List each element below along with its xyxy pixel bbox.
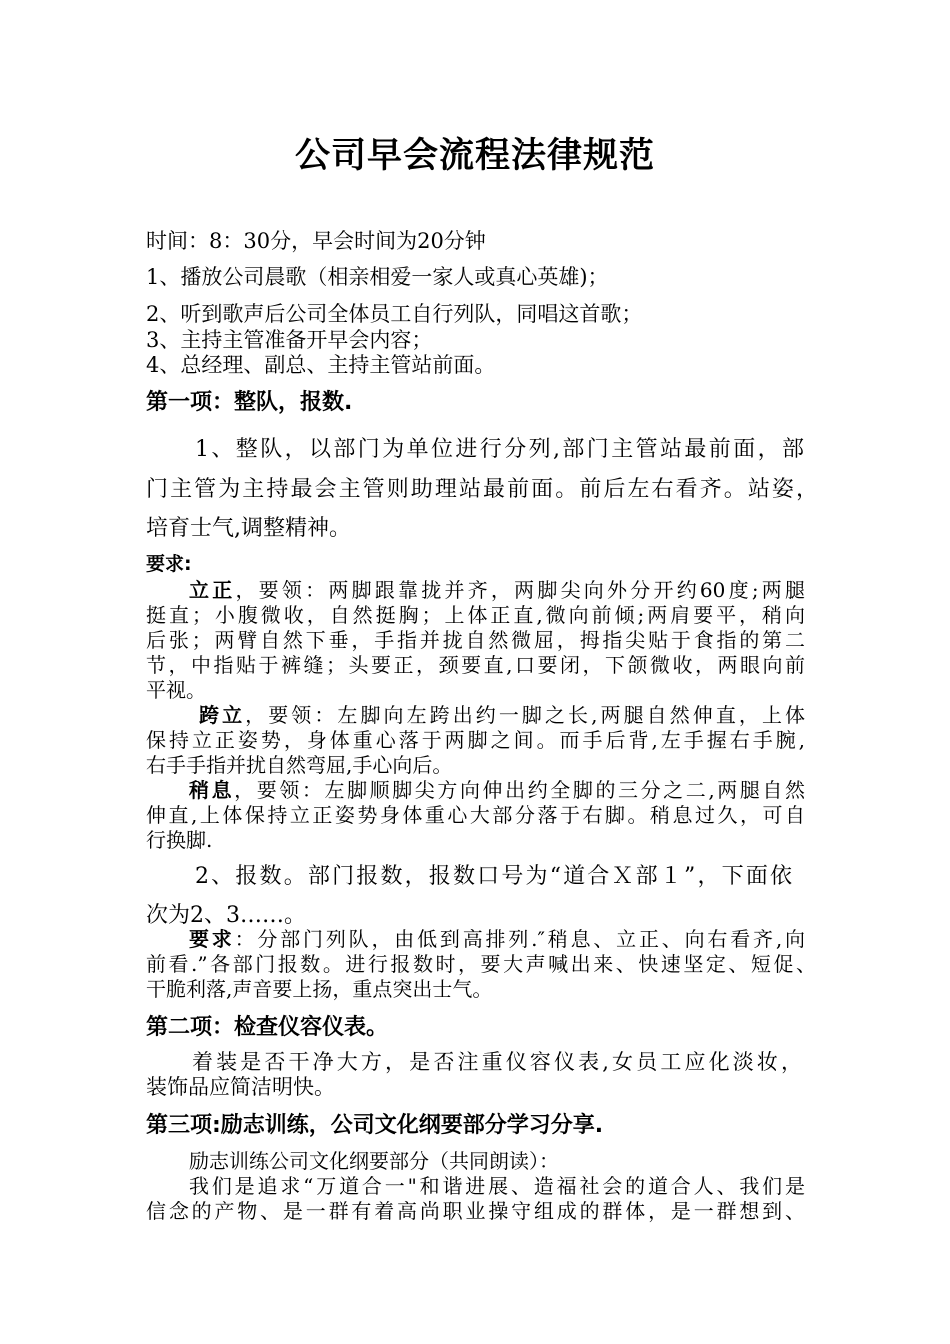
parade-rest-line: 保持立正姿势，身体重心落于两脚之间。而手后背,左手握右手腕, bbox=[146, 728, 805, 752]
at-ease-line: 行换脚. bbox=[146, 828, 213, 852]
step-3: 3、主持主管准备开早会内容； bbox=[146, 328, 433, 352]
section-3-heading: 第三项:励志训练，公司文化纲要部分学习分享. bbox=[146, 1113, 604, 1138]
attention-term: 立正 bbox=[189, 578, 236, 602]
meeting-time: 时间：8：30分，早会时间为20分钟 bbox=[146, 229, 486, 253]
step-1: 1、播放公司晨歌（相亲相爱一家人或真心英雄)； bbox=[146, 265, 609, 289]
at-ease-line: 伸直,上体保持立正姿势身体重心大部分落于右脚。稍息过久，可自 bbox=[146, 803, 805, 827]
lineup-paragraph-line: 门主管为主持最会主管则助理站最前面。前后左右看齐。站姿， bbox=[146, 477, 818, 502]
count-off-line: 2、报数。部门报数，报数口号为“道合Ｘ部１”，下面依 bbox=[195, 864, 792, 889]
culture-reading-line: 我们是追求“万道合一"和谐进展、造福社会的道合人、我们是 bbox=[189, 1174, 805, 1198]
attention-stance-line: 节，中指贴于裤缝；头要正，颈要直,口要闭，下颌微收，两眼向前 bbox=[146, 653, 805, 677]
appearance-line: 装饰品应简洁明快。 bbox=[146, 1075, 335, 1099]
appearance-line: 着装是否干净大方，是否注重仪容仪表,女员工应化淡妆， bbox=[192, 1050, 802, 1074]
culture-reading-intro: 励志训练公司文化纲要部分（共同朗读）： bbox=[189, 1149, 559, 1173]
attention-stance-line: 后张；两臂自然下垂，手指并拢自然微屈，拇指尖贴于食指的第二 bbox=[146, 628, 805, 652]
section-1-heading: 第一项：整队，报数. bbox=[146, 390, 353, 415]
step-2: 2、听到歌声后公司全体员工自行列队，同唱这首歌； bbox=[146, 302, 643, 326]
parade-rest-term: 跨立 bbox=[199, 703, 246, 727]
section-2-heading: 第二项：检查仪容仪表。 bbox=[146, 1015, 389, 1040]
count-off-requirement-line: 前看.”各部门报数。进行报数时，要大声喊出来、快速坚定、短促、 bbox=[146, 952, 816, 976]
parade-rest-line: 跨立，要领：左脚向左跨出约一脚之长,两腿自然伸直，上体 bbox=[199, 703, 806, 727]
attention-stance-line: 挺直；小腹微收，自然挺胸；上体正直,微向前倾;两肩要平，稍向 bbox=[146, 603, 805, 627]
count-off-requirement-line: 要求：分部门列队，由低到高排列.″稍息、立正、向右看齐,向 bbox=[189, 927, 806, 951]
count-off-requirement-term: 要求 bbox=[189, 927, 235, 951]
document-title: 公司早会流程法律规范 bbox=[294, 136, 655, 176]
lineup-paragraph-line: 培育士气,调整精神。 bbox=[146, 516, 351, 541]
lineup-paragraph-line: 1、整队，以部门为单位进行分列,部门主管站最前面，部 bbox=[195, 437, 804, 462]
count-off-line: 次为2、3……。 bbox=[146, 903, 306, 928]
attention-stance-line: 平视。 bbox=[146, 678, 206, 702]
at-ease-line: 稍息，要领：左脚顺脚尖方向伸出约全脚的三分之二,两腿自然 bbox=[189, 778, 806, 802]
step-4: 4、总经理、副总、主持主管站前面。 bbox=[146, 353, 496, 377]
parade-rest-line: 右手手指并扰自然弯屈,手心向后。 bbox=[146, 753, 453, 777]
requirements-label: 要求: bbox=[146, 553, 192, 575]
at-ease-term: 稍息 bbox=[189, 778, 235, 802]
count-off-requirement-line: 干脆利落,声音要上扬，重点突出士气。 bbox=[146, 977, 493, 1001]
culture-reading-line: 信念的产物、是一群有着高尚职业操守组成的群体，是一群想到、 bbox=[146, 1199, 805, 1223]
attention-stance-line: 立正，要领：两脚跟靠拢并齐，两脚尖向外分开约60度;两腿 bbox=[189, 578, 806, 602]
